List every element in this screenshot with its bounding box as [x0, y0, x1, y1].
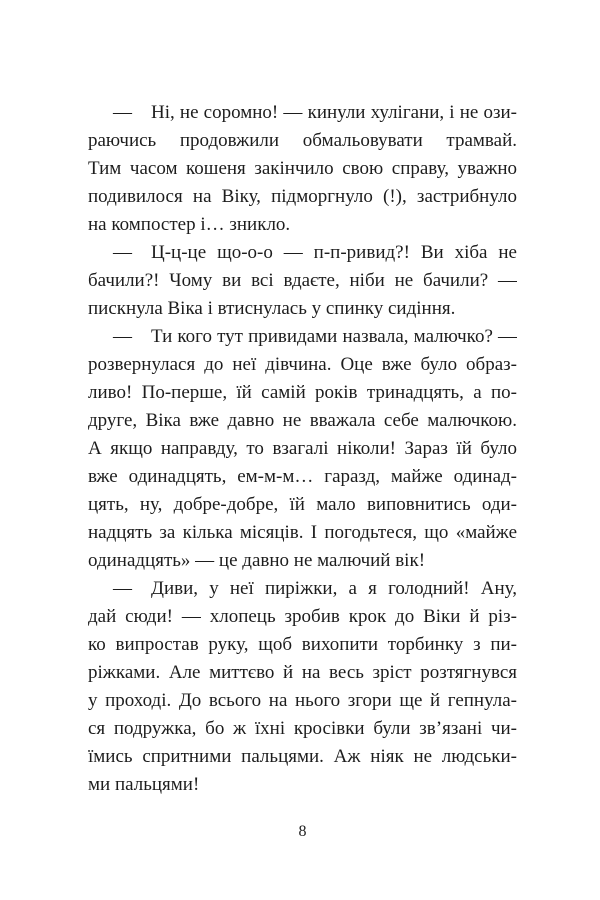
text-line: на компостер і… зникло. [88, 214, 291, 235]
text-line: дай сюди! — хлопець зробив крок до Віки й різ- [88, 606, 517, 627]
text-line: одинадцять» — це давно не малючий вік! [88, 550, 426, 571]
text-line: їмись спритними пальцями. Аж ніяк не людськи- [88, 746, 517, 767]
text-line: — Ні, не соромно! — кинули хулігани, і не ози- [113, 102, 517, 123]
text-line: подивилося на Віку, підморгнуло (!), застрибнуло [88, 186, 517, 207]
text-line: ливо! По-перше, їй самій років тринадцять, а по- [88, 382, 517, 403]
text-block [88, 99, 517, 799]
text-line: бачили?! Чому ви всі вдаєте, ніби не бачили? — [88, 270, 517, 291]
text-line: надцять за кілька місяців. І погодьтеся, що «майже [88, 522, 517, 543]
text-line: пискнула Віка і втиснулась у спинку сидіння. [88, 298, 456, 319]
text-line: раючись продовжили обмальовувати трамвай. [88, 130, 517, 151]
text-line: Тим часом кошеня закінчило свою справу, уважно [88, 158, 517, 179]
text-line: цять, ну, добре-добре, їй мало виповнитись оди- [88, 494, 517, 515]
text-line: — Диви, у неї пиріжки, а я голодний! Ану, [113, 578, 517, 599]
page-number: 8 [298, 823, 307, 840]
text-line: друге, Віка вже давно не вважала себе малючкою. [88, 410, 517, 431]
text-line: ко випростав руку, щоб вихопити торбинку з пи- [88, 634, 517, 655]
text-line: — Ти кого тут привидами назвала, малючко? — [113, 326, 517, 347]
text-line: А якщо направду, то взагалі ніколи! Зараз їй було [88, 438, 517, 459]
text-line: у проході. До всього на нього згори ще й гепнула- [88, 690, 517, 711]
text-line: вже одинадцять, ем-м-м… гаразд, майже одинад- [88, 466, 517, 487]
text-line: ся подружка, бо ж їхні кросівки були зв’язані чи- [88, 718, 517, 739]
text-line: — Ц-ц-це що-о-о — п-п-ривид?! Ви хіба не [113, 242, 517, 263]
text-line: ми пальцями! [88, 774, 200, 795]
text-line: розвернулася до неї дівчина. Оце вже було образ- [88, 354, 517, 375]
text-line: ріжками. Але миттєво й на весь зріст розтягнувся [88, 662, 517, 683]
